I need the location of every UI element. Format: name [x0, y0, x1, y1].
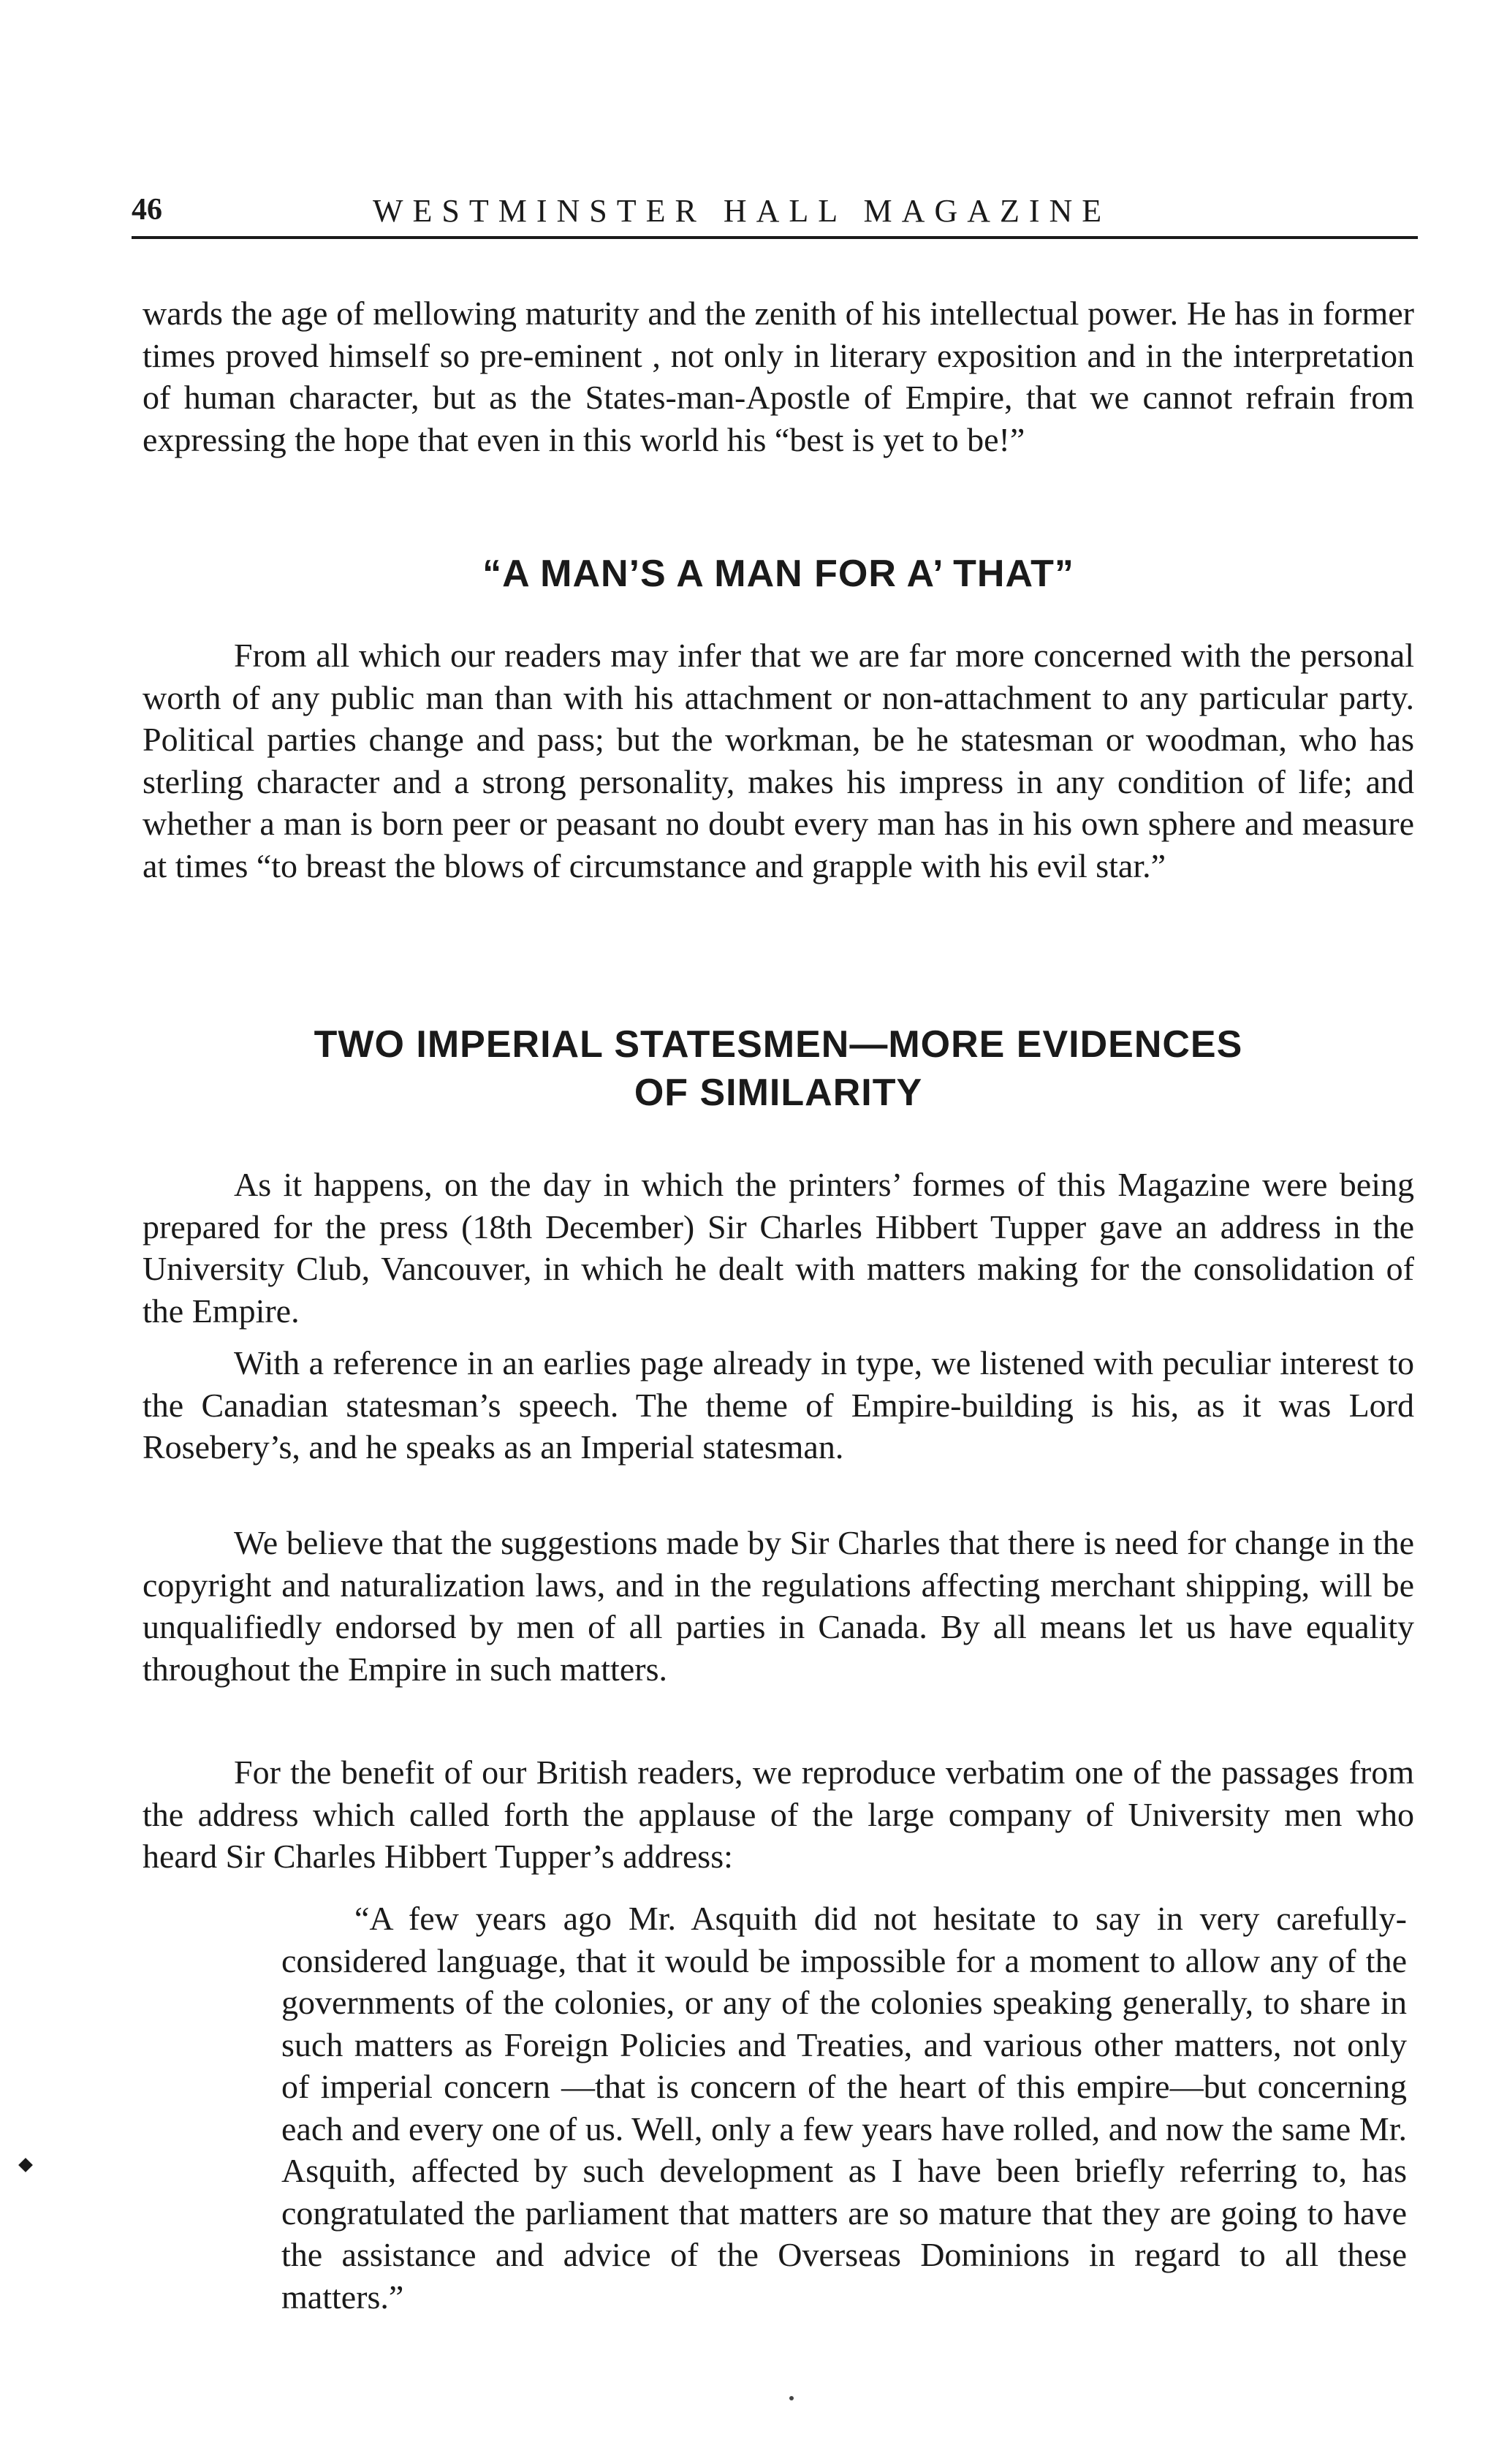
section-heading-line-1: TWO IMPERIAL STATESMEN—MORE EVIDENCES [314, 1023, 1243, 1066]
paragraph-empire-building: With a reference in an earlies page already in type, we listened with peculiar interest to the Canadian statesman’s speech. The theme of Empire-building is his, as it was Lord Rosebery’s, and he speaks as an Imperial statesman. [143, 1344, 1414, 1466]
footer-dot [789, 2396, 794, 2400]
running-head [132, 186, 1418, 238]
paragraph-tupper-address: As it happens, on the day in which the printers’ formes of this Magazine were being prepared for the press (18th December) Sir Charles Hibbert Tupper gave an address in the University Club, Vancouver, in which he dealt with matters making for the consolidation of the Empire. [143, 1166, 1414, 1330]
section-heading-man-for-a-that: “A MAN’S A MAN FOR A’ THAT” [482, 553, 1074, 595]
paragraph-copyright-laws: We believe that the suggestions made by Sir Charles that there is need for change in the copyright and naturalization laws, and in the regulations affecting merchant shipping, will be unqualifiedly endorsed by men of all parties in Canada. By all means let us have equality throughout the Empire in such matters. [143, 1524, 1414, 1688]
section-heading-line-2: OF SIMILARITY [634, 1072, 923, 1114]
paragraph-personal-worth: From all which our readers may infer that we are far more concerned with the personal worth of any public man than with his attachment or non-attachment to any particular party. Political parties change and pass; but the workman, be he statesman or woodman, who has sterling character and a strong personality, makes his impress in any condition of life; and whether a man is born peer or peasant no doubt every man has in his own sphere and measure at times “to breast the blows of circumstance and grapple with his evil star.” [143, 637, 1414, 884]
paragraph-british-readers: For the benefit of our British readers, we reproduce verbatim one of the passages from the address which called forth the applause of the large company of University men who heard Sir Charles Hibbert Tupper’s address: [143, 1754, 1414, 1875]
magazine-title: WESTMINSTER HALL MAGAZINE [373, 193, 1112, 229]
header-rule [132, 236, 1418, 239]
page-number: 46 [132, 193, 162, 227]
opening-paragraph: wards the age of mellowing maturity and the zenith of his intellectual power. He has in former times proved himself so pre-eminent , not only in literary exposition and in the interpretation of human character, but as the States-man-Apostle of Empire, that we cannot refrain from expressing the hope that even in this world his “best is yet to be!” [143, 295, 1414, 458]
asquith-quotation: “A few years ago Mr. Asquith did not hesitate to say in very carefully-considered language, that it would be impossible for a moment to allow any of the governments of the colonies, or any of the colonies speaking generally, to share in such matters as Foreign Policies and Treaties, and various other matters, not only of imperial concern —that is concern of the heart of this empire—but concerning each and every one of us. Well, only a few years have rolled, and now the same Mr. Asquith, affected by such development as I have been briefly referring to, has congratulated the parliament that matters are so mature that they are going to have the assistance and advice of the Overseas Dominions in regard to all these matters.” [281, 1900, 1407, 2316]
margin-mark [18, 2158, 33, 2172]
